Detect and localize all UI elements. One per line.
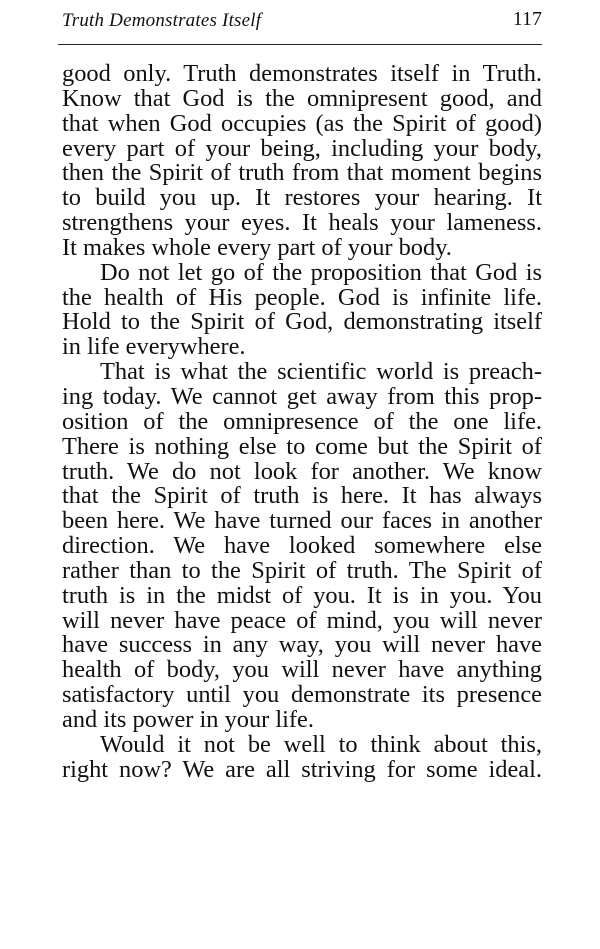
- text-line: osition of the omnipresence of the one life.: [62, 407, 542, 435]
- text-line: Hold to the Spirit of God, demonstrating itself: [62, 308, 542, 336]
- text-line: to build you up. It restores your hearing. It: [62, 184, 542, 212]
- text-line: then the Spirit of truth from that moment begins: [62, 159, 542, 187]
- text-line: There is nothing else to come but the Spirit of: [62, 432, 542, 460]
- text-line: truth. We do not look for another. We know: [62, 457, 542, 485]
- text-line: will never have peace of mind, you will never: [62, 606, 542, 634]
- text-line: Know that God is the omnipresent good, and: [62, 84, 542, 112]
- text-line: health of body, you will never have anything: [62, 656, 542, 684]
- text-line: good only. Truth demonstrates itself in Truth.: [62, 60, 542, 87]
- text-line: It makes whole every part of your body.: [62, 233, 452, 261]
- paragraph-start-line: That is what the scientific world is preach-: [100, 358, 542, 386]
- text-line: strengthens your eyes. It heals your lameness.: [62, 209, 542, 237]
- body-text: [62, 62, 542, 782]
- text-line: right now? We are all striving for some ideal.: [62, 755, 542, 783]
- running-head-title: Truth Demonstrates Itself: [62, 10, 262, 31]
- text-line: that the Spirit of truth is here. It has always: [62, 482, 542, 510]
- text-line: that when God occupies (as the Spirit of good): [62, 109, 542, 137]
- text-line: direction. We have looked somewhere else: [62, 532, 542, 560]
- text-line: rather than to the Spirit of truth. The Spirit of: [62, 556, 542, 584]
- text-line: satisfactory until you demonstrate its presence: [62, 681, 542, 709]
- header-rule: [58, 44, 542, 45]
- text-line: the health of His people. God is infinite life.: [62, 283, 542, 311]
- text-line: been here. We have turned our faces in another: [62, 507, 542, 535]
- text-line: and its power in your life.: [62, 705, 314, 733]
- text-line: have success in any way, you will never have: [62, 631, 542, 659]
- text-line: every part of your being, including your body,: [62, 134, 542, 162]
- text-line: in life everywhere.: [62, 333, 246, 361]
- text-line: truth is in the midst of you. It is in you. You: [62, 581, 542, 609]
- paragraph-start-line: Do not let go of the proposition that God is: [100, 258, 542, 286]
- text-line: ing today. We cannot get away from this prop-: [62, 382, 542, 410]
- page-number: 117: [512, 8, 542, 30]
- paragraph-start-line: Would it not be well to think about this,: [100, 730, 542, 758]
